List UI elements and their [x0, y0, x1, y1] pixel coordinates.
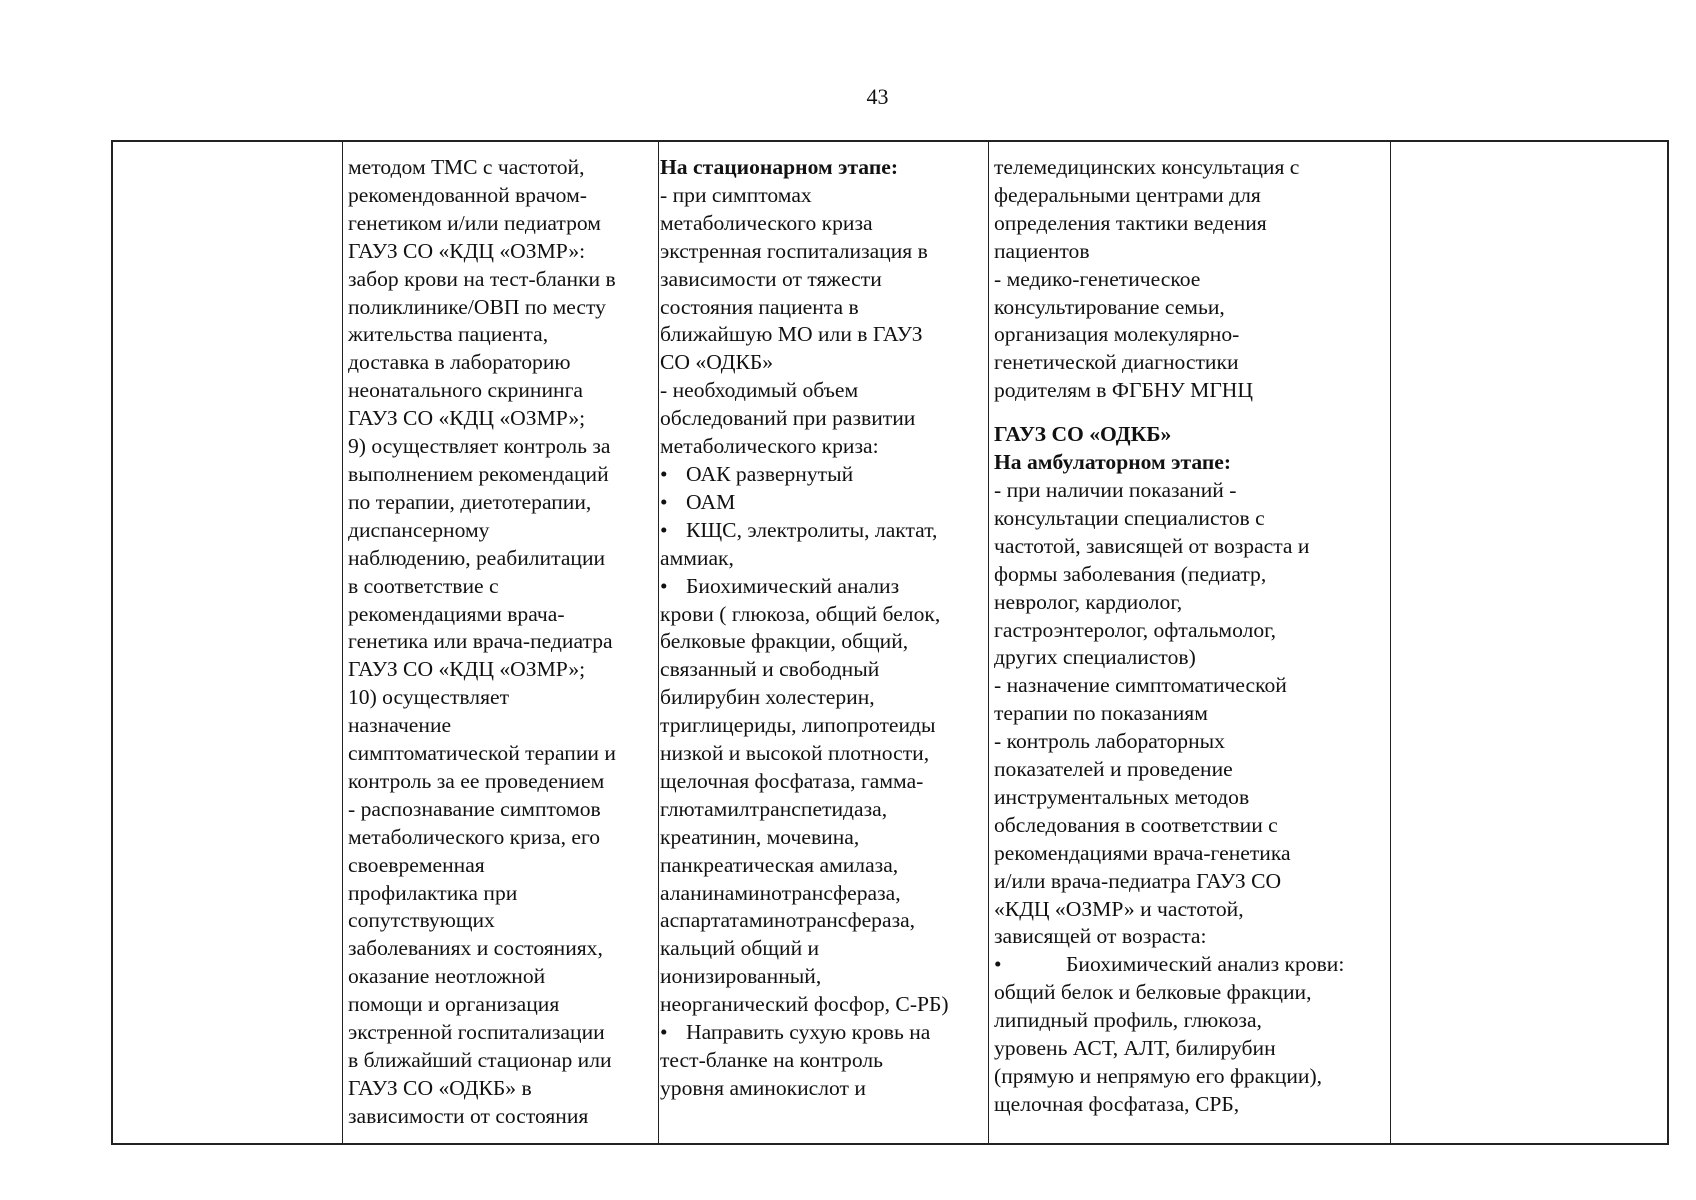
text-line: рекомендованной врачом-	[348, 182, 587, 207]
text-line: ионизированный,	[660, 964, 822, 989]
text-line: щелочная фосфатаза, СРБ,	[994, 1091, 1240, 1116]
text-line: кальций общий и	[660, 936, 820, 961]
bullet-text: Биохимический анализ	[686, 573, 900, 598]
text-line: - при симптомах	[660, 182, 812, 207]
text-line: пациентов	[994, 238, 1090, 263]
bullet-item	[660, 573, 986, 601]
text-line: помощи и организация	[348, 992, 560, 1017]
table-column-4	[989, 142, 1391, 1143]
text-line: симптоматической терапии и	[348, 741, 616, 766]
text-line: ближайшую МО или в ГАУЗ	[660, 322, 923, 347]
page-number: 43	[866, 84, 889, 109]
text-line: жительства пациента,	[348, 322, 549, 347]
text-line: креатинин, мочевина,	[660, 824, 860, 849]
text-line: метаболического криза:	[660, 434, 879, 459]
text-line: низкой и высокой плотности,	[660, 741, 930, 766]
text-line: глютамилтранспетидаза,	[660, 796, 888, 821]
text-line: крови ( глюкоза, общий белок,	[660, 601, 941, 626]
text-line: диспансерному	[348, 517, 490, 542]
text-line: состояния пациента в	[660, 294, 859, 319]
text-line: и/или врача-педиатра ГАУЗ СО	[994, 868, 1282, 893]
text-line: ГАУЗ СО «КДЦ «ОЗМР»:	[348, 238, 586, 263]
text-line: организация молекулярно-	[994, 322, 1240, 347]
text-line: аммиак,	[660, 545, 734, 570]
text-line: зависимости от тяжести	[660, 266, 882, 291]
text-line: гастроэнтеролог, офтальмолог,	[994, 617, 1276, 642]
text-line: «КДЦ «ОЗМР» и частотой,	[994, 896, 1244, 921]
text-line: забор крови на тест-бланки в	[348, 266, 616, 291]
text-line: - контроль лабораторных	[994, 729, 1225, 754]
text-line: неонатального скрининга	[348, 378, 584, 403]
text-line: общий белок и белковые фракции,	[994, 980, 1312, 1005]
text-line: ГАУЗ СО «ОДКБ» в	[348, 1075, 532, 1100]
text-line: выполнением рекомендаций	[348, 461, 609, 486]
text-line: рекомендациями врача-генетика	[994, 840, 1291, 865]
bullet-text: ОАМ	[686, 489, 736, 514]
bullet-text: Направить сухую кровь на	[686, 1020, 931, 1045]
text-line: - при наличии показаний -	[994, 477, 1237, 502]
bullet-item	[994, 951, 1388, 979]
text-line: тест-бланке на контроль	[660, 1048, 883, 1072]
text-line: поликлинике/ОВП по месту	[348, 294, 606, 319]
text-line: генетика или врача-педиатра	[348, 629, 613, 654]
text-line: ГАУЗ СО «КДЦ «ОЗМР»;	[348, 406, 586, 431]
section-heading: На стационарном этапе:	[660, 155, 899, 179]
text-line: неорганический фосфор, С-РБ)	[660, 992, 949, 1017]
table-column-1	[113, 142, 343, 1143]
bullet-text: ОАК развернутый	[686, 461, 854, 486]
text-line: доставка в лабораторию	[348, 350, 571, 375]
text-line: показателей и проведение	[994, 757, 1233, 782]
bullet-item	[660, 1019, 986, 1047]
text-line: связанный и свободный	[660, 657, 880, 682]
text-line: метаболического криза	[660, 210, 873, 235]
text-line: 10) осуществляет	[348, 685, 510, 710]
document-table	[111, 140, 1669, 1145]
text-line: наблюдению, реабилитации	[348, 545, 606, 570]
text-line: экстренной госпитализации	[348, 1020, 605, 1045]
text-line: экстренная госпитализация в	[660, 238, 928, 263]
text-line: (прямую и непрямую его фракции),	[994, 1064, 1323, 1088]
text-line: оказание неотложной	[348, 964, 546, 989]
text-line: консультирование семьи,	[994, 294, 1225, 319]
text-line: инструментальных методов	[994, 784, 1250, 809]
text-line: билирубин холестерин,	[660, 685, 875, 710]
text-line: назначение	[348, 713, 452, 738]
text-line: консультации специалистов с	[994, 505, 1265, 530]
table-column-5	[1391, 142, 1667, 1143]
bullet-marker: •	[660, 1020, 668, 1045]
text-line: - назначение симптоматической	[994, 673, 1287, 698]
text-line: методом ТМС с частотой,	[348, 155, 585, 179]
text-line: СО «ОДКБ»	[660, 350, 774, 375]
bullet-marker: •	[660, 489, 668, 514]
text-line: обследований при развитии	[660, 406, 916, 431]
text-line: других специалистов)	[994, 645, 1196, 670]
text-line: липидный профиль, глюкоза,	[994, 1008, 1262, 1033]
bullet-text: Биохимический анализ крови:	[1066, 952, 1345, 977]
text-line: уровень АСТ, АЛТ, билирубин	[994, 1036, 1276, 1061]
text-line: контроль за ее проведением	[348, 768, 605, 793]
bullet-marker: •	[660, 461, 668, 486]
text-line: формы заболевания (педиатр,	[994, 561, 1267, 586]
text-line: метаболического криза, его	[348, 824, 601, 849]
text-line: терапии по показаниям	[994, 701, 1208, 726]
text-line: сопутствующих	[348, 908, 495, 933]
text-line: рекомендациями врача-	[348, 601, 565, 626]
text-line: в ближайший стационар или	[348, 1048, 612, 1072]
text-line: генетиком и/или педиатром	[348, 210, 601, 235]
text-line: в соответствие с	[348, 573, 499, 598]
table-column-2	[343, 142, 659, 1143]
text-line: телемедицинских консультация с	[994, 155, 1300, 179]
text-line: профилактика при	[348, 880, 518, 905]
text-line: щелочная фосфатаза, гамма-	[660, 768, 924, 793]
text-line: зависящей от возраста:	[994, 924, 1207, 949]
text-line: определения тактики ведения	[994, 210, 1267, 235]
text-line: аланинаминотрансфераза,	[660, 880, 901, 905]
paragraph-gap	[994, 405, 1388, 421]
text-line: панкреатическая амилаза,	[660, 852, 899, 877]
text-line: невролог, кардиолог,	[994, 589, 1183, 614]
text-line: заболеваниях и состояниях,	[348, 936, 603, 961]
bullet-item	[660, 517, 986, 545]
bullet-marker: •	[660, 573, 668, 598]
text-line: зависимости от состояния	[348, 1103, 589, 1128]
bullet-marker: •	[994, 952, 1002, 977]
bullet-item	[660, 489, 986, 517]
text-line: 9) осуществляет контроль за	[348, 434, 611, 459]
text-line: - распознавание симптомов	[348, 796, 601, 821]
bullet-marker: •	[660, 517, 668, 542]
text-line: аспартатаминотрансфераза,	[660, 908, 916, 933]
text-line: обследования в соответствии с	[994, 812, 1278, 837]
text-line: белковые фракции, общий,	[660, 629, 909, 654]
bullet-text: КЩС, электролиты, лактат,	[686, 517, 938, 542]
bullet-item	[660, 461, 986, 489]
text-line: частотой, зависящей от возраста и	[994, 533, 1310, 558]
text-line: уровня аминокислот и	[660, 1075, 866, 1100]
section-heading: На амбулаторном этапе:	[994, 450, 1232, 475]
text-line: по терапии, диетотерапии,	[348, 489, 592, 514]
text-line: ГАУЗ СО «КДЦ «ОЗМР»;	[348, 657, 586, 682]
text-line: генетической диагностики	[994, 350, 1239, 375]
text-line: триглицериды, липопротеиды	[660, 713, 936, 738]
table-column-3	[659, 142, 989, 1143]
text-line: родителям в ФГБНУ МГНЦ	[994, 378, 1253, 403]
section-heading: ГАУЗ СО «ОДКБ»	[994, 422, 1172, 447]
text-line: своевременная	[348, 852, 485, 877]
text-line: - необходимый объем	[660, 378, 859, 403]
text-line: - медико-генетическое	[994, 266, 1201, 291]
text-line: федеральными центрами для	[994, 182, 1261, 207]
